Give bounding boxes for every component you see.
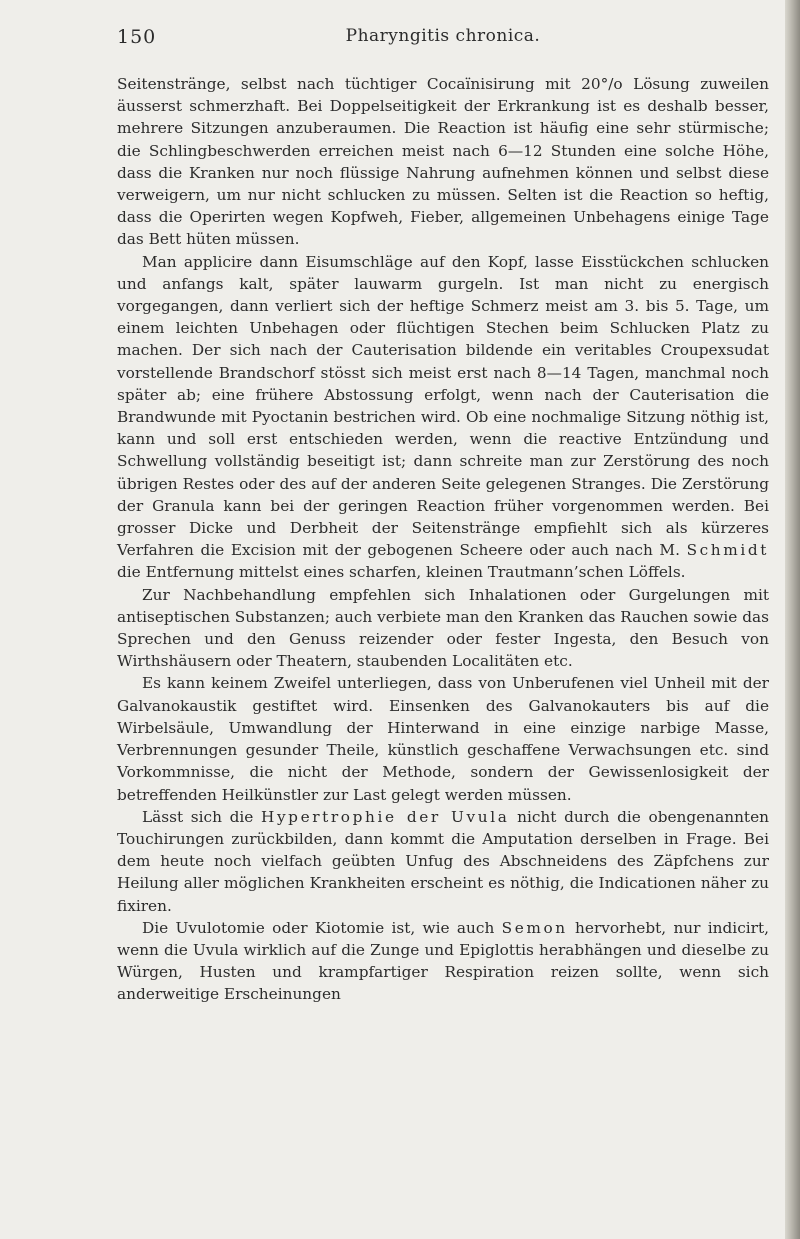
paragraph-6	[117, 917, 769, 1006]
paragraph-1	[117, 73, 769, 251]
paragraph-3	[117, 584, 769, 673]
paragraph-2	[117, 251, 769, 584]
paragraph-2-tail: die Entfernung mittelst eines scharfen, kleinen Trautmann’schen Löffels.	[117, 563, 686, 582]
running-title: Pharyngitis chronica.	[345, 26, 541, 46]
term-hypertrophie-uvula: Hypertrophie der Uvula	[261, 807, 510, 826]
paragraph-1-text: Seitenstränge, selbst nach tüchtiger Cocaïnisirung mit 20°/o Lösung zuweilen äusserst schmerzhaft. Bei Doppelseitigkeit der Erkrankung ist es deshalb besser, mehrere Sitzungen anzuberaumen. Die Reaction ist häufig eine sehr stürmische; die Schlingbeschwerden erreichen meist nach 6—12 Stunden eine solche Höhe, dass die Kranken nur noch flüssige Nahrung aufnehmen können und selbst diese verweigern, um nur nicht schlucken zu müssen. Selten ist die Reaction so heftig, dass die Operirten wegen Kopfweh, Fieber, allgemeinen Unbehagens einige Tage das Bett hüten müssen.	[117, 75, 769, 249]
paragraph-4-text: Es kann keinem Zweifel unterliegen, dass von Unberufenen viel Unheil mit der Galvanokaustik gestiftet wird. Einsenken des Galvanokauters bis auf die Wirbelsäule, Umwandlung der Hinterwand in eine einzige narbige Masse, Verbrennungen gesunder Theile, künstlich geschaffene Verwachsungen etc. sind Vorkommnisse, die nicht der Methode, sondern der Gewissenlosigkeit der betreffenden Heilkünstler zur Last gelegt werden müssen.	[117, 674, 769, 804]
author-name-schmidt: Schmidt	[686, 541, 769, 560]
author-name-semon: Semon	[501, 918, 568, 937]
paragraph-3-text: Zur Nachbehandlung empfehlen sich Inhalationen oder Gurgelungen mit antiseptischen Substanzen; auch verbiete man den Kranken das Rauchen sowie das Sprechen und den Genuss reizender oder fester Ingesta, den Besuch von Wirthshäusern oder Theatern, staubenden Localitäten etc.	[117, 585, 769, 671]
paragraph-5	[117, 806, 769, 917]
page-number: 150	[117, 26, 157, 48]
paragraph-6-tail: hervorhebt, nur indicirt, wenn die Uvula wirklich auf die Zunge und Epiglottis herabhängen und dieselbe zu Würgen, Husten und krampfartiger Respiration reizen sollte, wenn sich anderweitige Erscheinungen	[117, 918, 769, 1004]
page-header	[117, 26, 769, 52]
paragraph-5-text: Lässt sich die	[142, 807, 261, 826]
body-text	[117, 73, 769, 1006]
paragraph-4	[117, 672, 769, 805]
page-edge	[785, 0, 800, 1239]
paragraph-6-text: Die Uvulotomie oder Kiotomie ist, wie auch	[142, 918, 502, 937]
paragraph-2-text: Man applicire dann Eisumschläge auf den Kopf, lasse Eisstückchen schlucken und anfangs kalt, später lauwarm gurgeln. Ist man nicht zu energisch vorgegangen, dann verliert sich der heftige Schmerz meist am 3. bis 5. Tage, um einem leichten Unbehagen oder flüchtigen Stechen beim Schlucken Platz zu machen. Der sich nach der Cauterisation bildende ein veritables Croupexsudat vorstellende Brandschorf stösst sich meist erst nach 8—14 Tagen, manchmal noch später ab; eine frühere Abstossung erfolgt, wenn nach der Cauterisation die Brandwunde mit Pyoctanin bestrichen wird. Ob eine nochmalige Sitzung nöthig ist, kann und soll erst entschieden werden, wenn die reactive Entzündung und Schwellung vollständig beseitigt ist; dann schreite man zur Zerstörung des noch übrigen Restes oder des auf der anderen Seite gelegenen Stranges. Die Zerstörung der Granula kann bei der geringen Reaction früher vorgenommen werden. Bei grosser Dicke und Derbheit der Seitenstränge empfiehlt sich als kürzeres Verfahren die Excision mit der gebogenen Scheere oder auch nach M.	[117, 252, 769, 560]
paragraph-5-tail: nicht durch die obengenannten Touchirungen zurückbilden, dann kommt die Amputation derselben in Frage. Bei dem heute noch vielfach geübten Unfug des Abschneidens des Zäpfchens zur Heilung aller möglichen Krankheiten erscheint es nöthig, die Indicationen näher zu fixiren.	[117, 807, 769, 915]
